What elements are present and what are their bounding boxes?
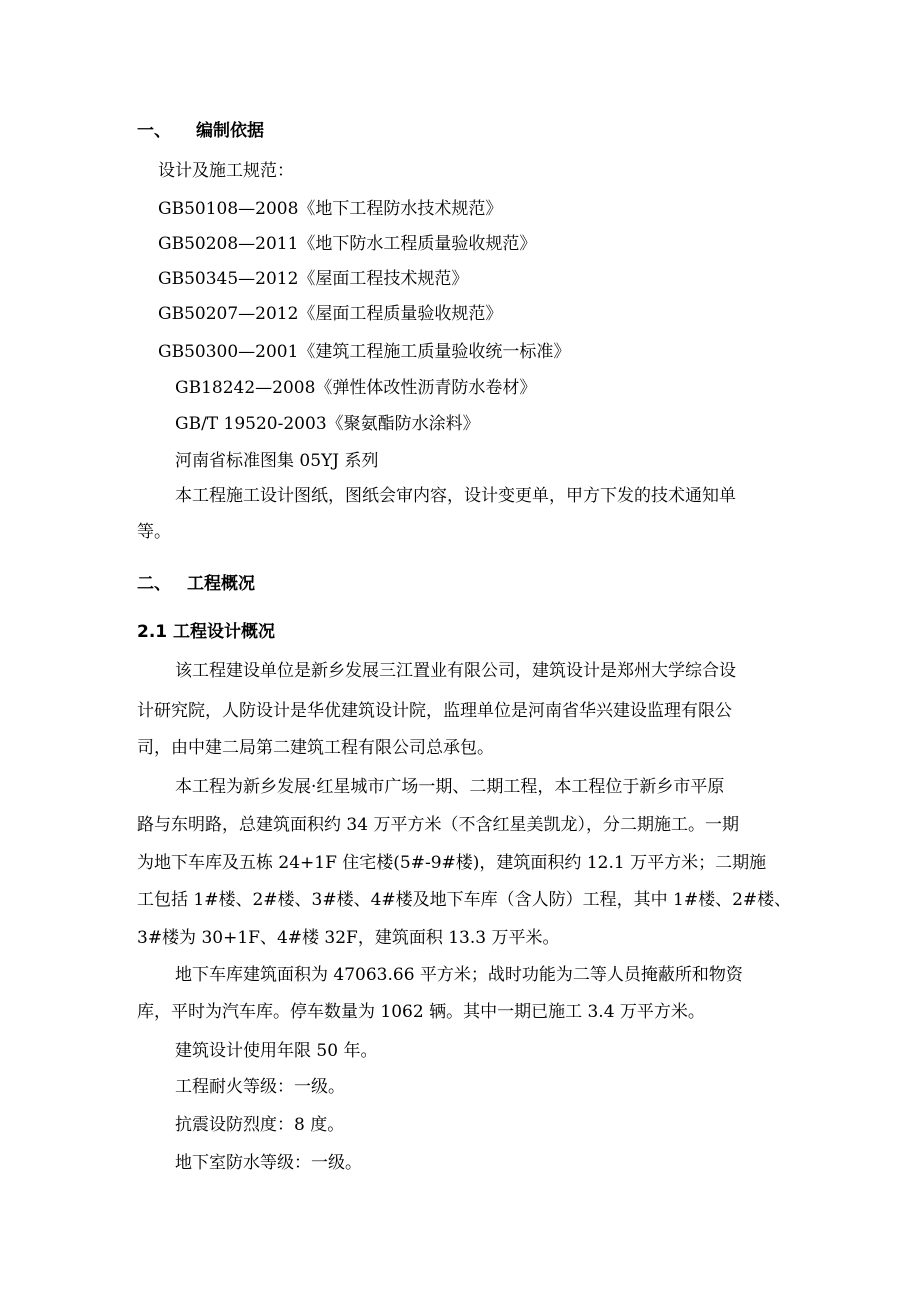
standard-item: 河南省标准图集 05YJ 系列 (175, 451, 379, 471)
paragraph-line: 路与东明路，总建筑面积约 34 万平方米（不含红星美凯龙），分二期施工。一期 (137, 815, 739, 835)
fact-line: 抗震设防烈度：8 度。 (175, 1115, 345, 1135)
standard-item: GB50300—2001《建筑工程施工质量验收统一标准》 (158, 342, 571, 362)
paragraph-line: 3#楼为 30+1F、4#楼 32F，建筑面积 13.3 万平米。 (137, 928, 560, 948)
fact-line: 地下室防水等级：一级。 (175, 1153, 362, 1173)
paragraph-line: 地下车库建筑面积为 47063.66 平方米；战时功能为二等人员掩蔽所和物资 (175, 965, 743, 985)
closing-paragraph-line: 本工程施工设计图纸，图纸会审内容，设计变更单，甲方下发的技术通知单 (175, 486, 736, 506)
fact-line: 工程耐火等级：一级。 (175, 1077, 345, 1097)
paragraph-line: 工包括 1#楼、2#楼、3#楼、4#楼及地下车库（含人防）工程，其中 1#楼、2#楼、 (137, 890, 792, 910)
subsection-2-1-title: 2.1 工程设计概况 (137, 622, 276, 642)
paragraph-line: 该工程建设单位是新乡发展三江置业有限公司，建筑设计是郑州大学综合设 (175, 661, 736, 681)
closing-paragraph-line: 等。 (137, 522, 171, 542)
standard-item: GB50108—2008《地下工程防水技术规范》 (158, 199, 503, 219)
paragraph-line: 司，由中建二局第二建筑工程有限公司总承包。 (137, 738, 494, 758)
standard-item: GB/T 19520-2003《聚氨酯防水涂料》 (175, 414, 480, 434)
section-2-title: 工程概况 (187, 574, 255, 594)
paragraph-line: 库，平时为汽车库。停车数量为 1062 辆。其中一期已施工 3.4 万平方米。 (137, 1002, 705, 1022)
standard-item: GB50207—2012《屋面工程质量验收规范》 (158, 304, 503, 324)
fact-line: 建筑设计使用年限 50 年。 (175, 1041, 378, 1061)
standard-item: GB50345—2012《屋面工程技术规范》 (158, 269, 469, 289)
paragraph-line: 为地下车库及五栋 24+1F 住宅楼(5#-9#楼)，建筑面积约 12.1 万平方米；二期施 (137, 853, 767, 873)
standard-item: GB18242—2008《弹性体改性沥青防水卷材》 (175, 378, 537, 398)
section-2-number: 二、 (137, 574, 171, 594)
paragraph-line: 计研究院，人防设计是华优建筑设计院，监理单位是河南省华兴建设监理有限公 (137, 701, 732, 721)
section-1-title: 编制依据 (196, 121, 264, 141)
standard-item: GB50208—2011《地下防水工程质量验收规范》 (158, 234, 537, 254)
standards-intro: 设计及施工规范： (158, 161, 294, 181)
section-1-number: 一、 (137, 121, 171, 141)
paragraph-line: 本工程为新乡发展·红星城市广场一期、二期工程，本工程位于新乡市平原 (175, 777, 725, 797)
